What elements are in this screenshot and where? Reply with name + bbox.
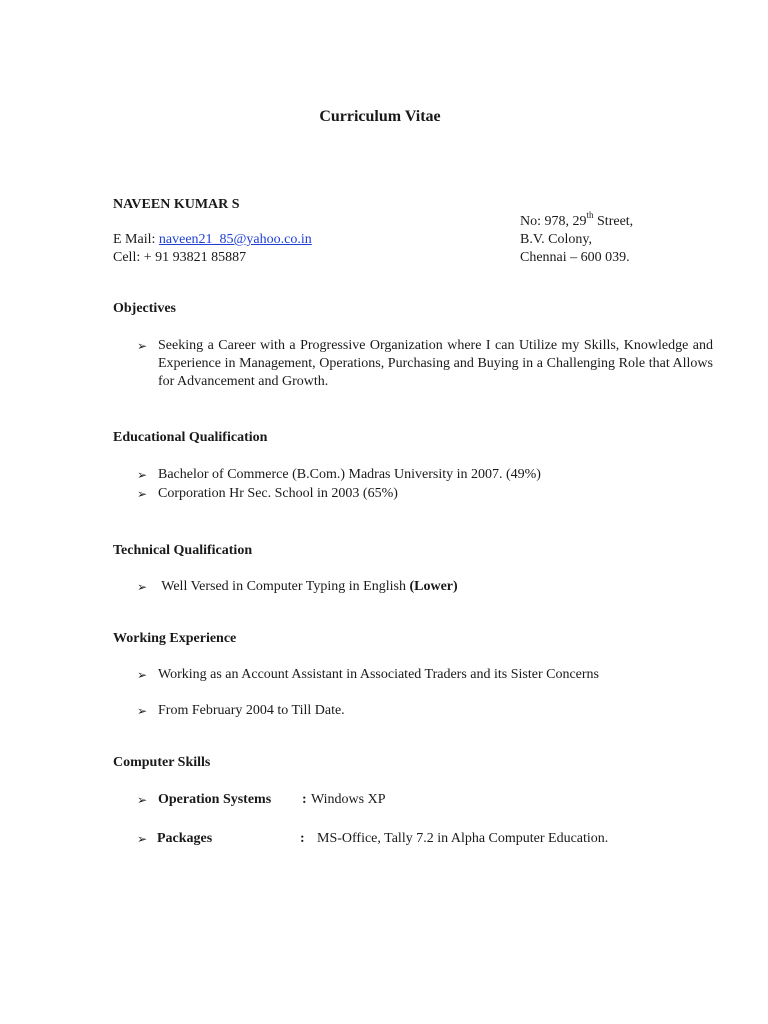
objectives-heading: Objectives xyxy=(113,301,176,316)
education-item: Corporation Hr Sec. School in 2003 (65%) xyxy=(158,486,398,501)
technical-heading: Technical Qualification xyxy=(113,543,253,558)
os-label: Operation Systems xyxy=(158,792,272,807)
objective-text: Seeking a Career with a Progressive Organization where I can Utilize my Skills, Knowledge and Experience in Management, Operations, Purchasing and Buying in a Challenging Role that Allows for Advancement and Growth. xyxy=(158,338,713,389)
list-item xyxy=(137,791,713,809)
computer-skills-heading: Computer Skills xyxy=(113,755,211,770)
os-value: Windows XP xyxy=(311,792,386,807)
list-item xyxy=(137,466,713,484)
os-separator: : xyxy=(302,792,307,807)
email-line xyxy=(113,231,312,249)
arrow-bullet-icon: ➢ xyxy=(137,339,148,353)
document-title: Curriculum Vitae xyxy=(319,108,441,125)
arrow-bullet-icon: ➢ xyxy=(137,468,148,482)
experience-item: From February 2004 to Till Date. xyxy=(158,703,345,718)
list-item xyxy=(137,666,713,684)
arrow-bullet-icon: ➢ xyxy=(137,704,148,718)
list-item xyxy=(137,485,713,503)
arrow-bullet-icon: ➢ xyxy=(137,832,148,846)
email-link[interactable]: naveen21_85@yahoo.co.in xyxy=(158,232,312,247)
arrow-bullet-icon: ➢ xyxy=(137,668,148,682)
experience-heading: Working Experience xyxy=(113,631,237,646)
packages-separator: : xyxy=(300,831,305,846)
list-item xyxy=(137,702,713,720)
email-label: E Mail: xyxy=(113,232,159,247)
arrow-bullet-icon: ➢ xyxy=(137,580,148,594)
list-item xyxy=(137,830,713,848)
arrow-bullet-icon: ➢ xyxy=(137,793,148,807)
address-block xyxy=(520,210,634,267)
packages-label: Packages xyxy=(157,831,213,846)
packages-value: MS-Office, Tally 7.2 in Alpha Computer Education. xyxy=(317,831,609,846)
list-item xyxy=(137,578,713,596)
address-line-1: No: 978, 29th Street, xyxy=(520,210,634,229)
candidate-name: NAVEEN KUMAR S xyxy=(113,197,240,212)
technical-item: Well Versed in Computer Typing in English (Lower) xyxy=(158,579,458,594)
address-line-3: Chennai – 600 039. xyxy=(520,250,630,265)
arrow-bullet-icon: ➢ xyxy=(137,487,148,501)
list-item xyxy=(137,337,713,391)
cell-line: Cell: + 91 93821 85887 xyxy=(113,250,247,265)
experience-item: Working as an Account Assistant in Associated Traders and its Sister Concerns xyxy=(158,667,599,682)
education-heading: Educational Qualification xyxy=(113,430,268,445)
address-line-2: B.V. Colony, xyxy=(520,232,592,247)
education-item: Bachelor of Commerce (B.Com.) Madras University in 2007. (49%) xyxy=(158,467,541,482)
